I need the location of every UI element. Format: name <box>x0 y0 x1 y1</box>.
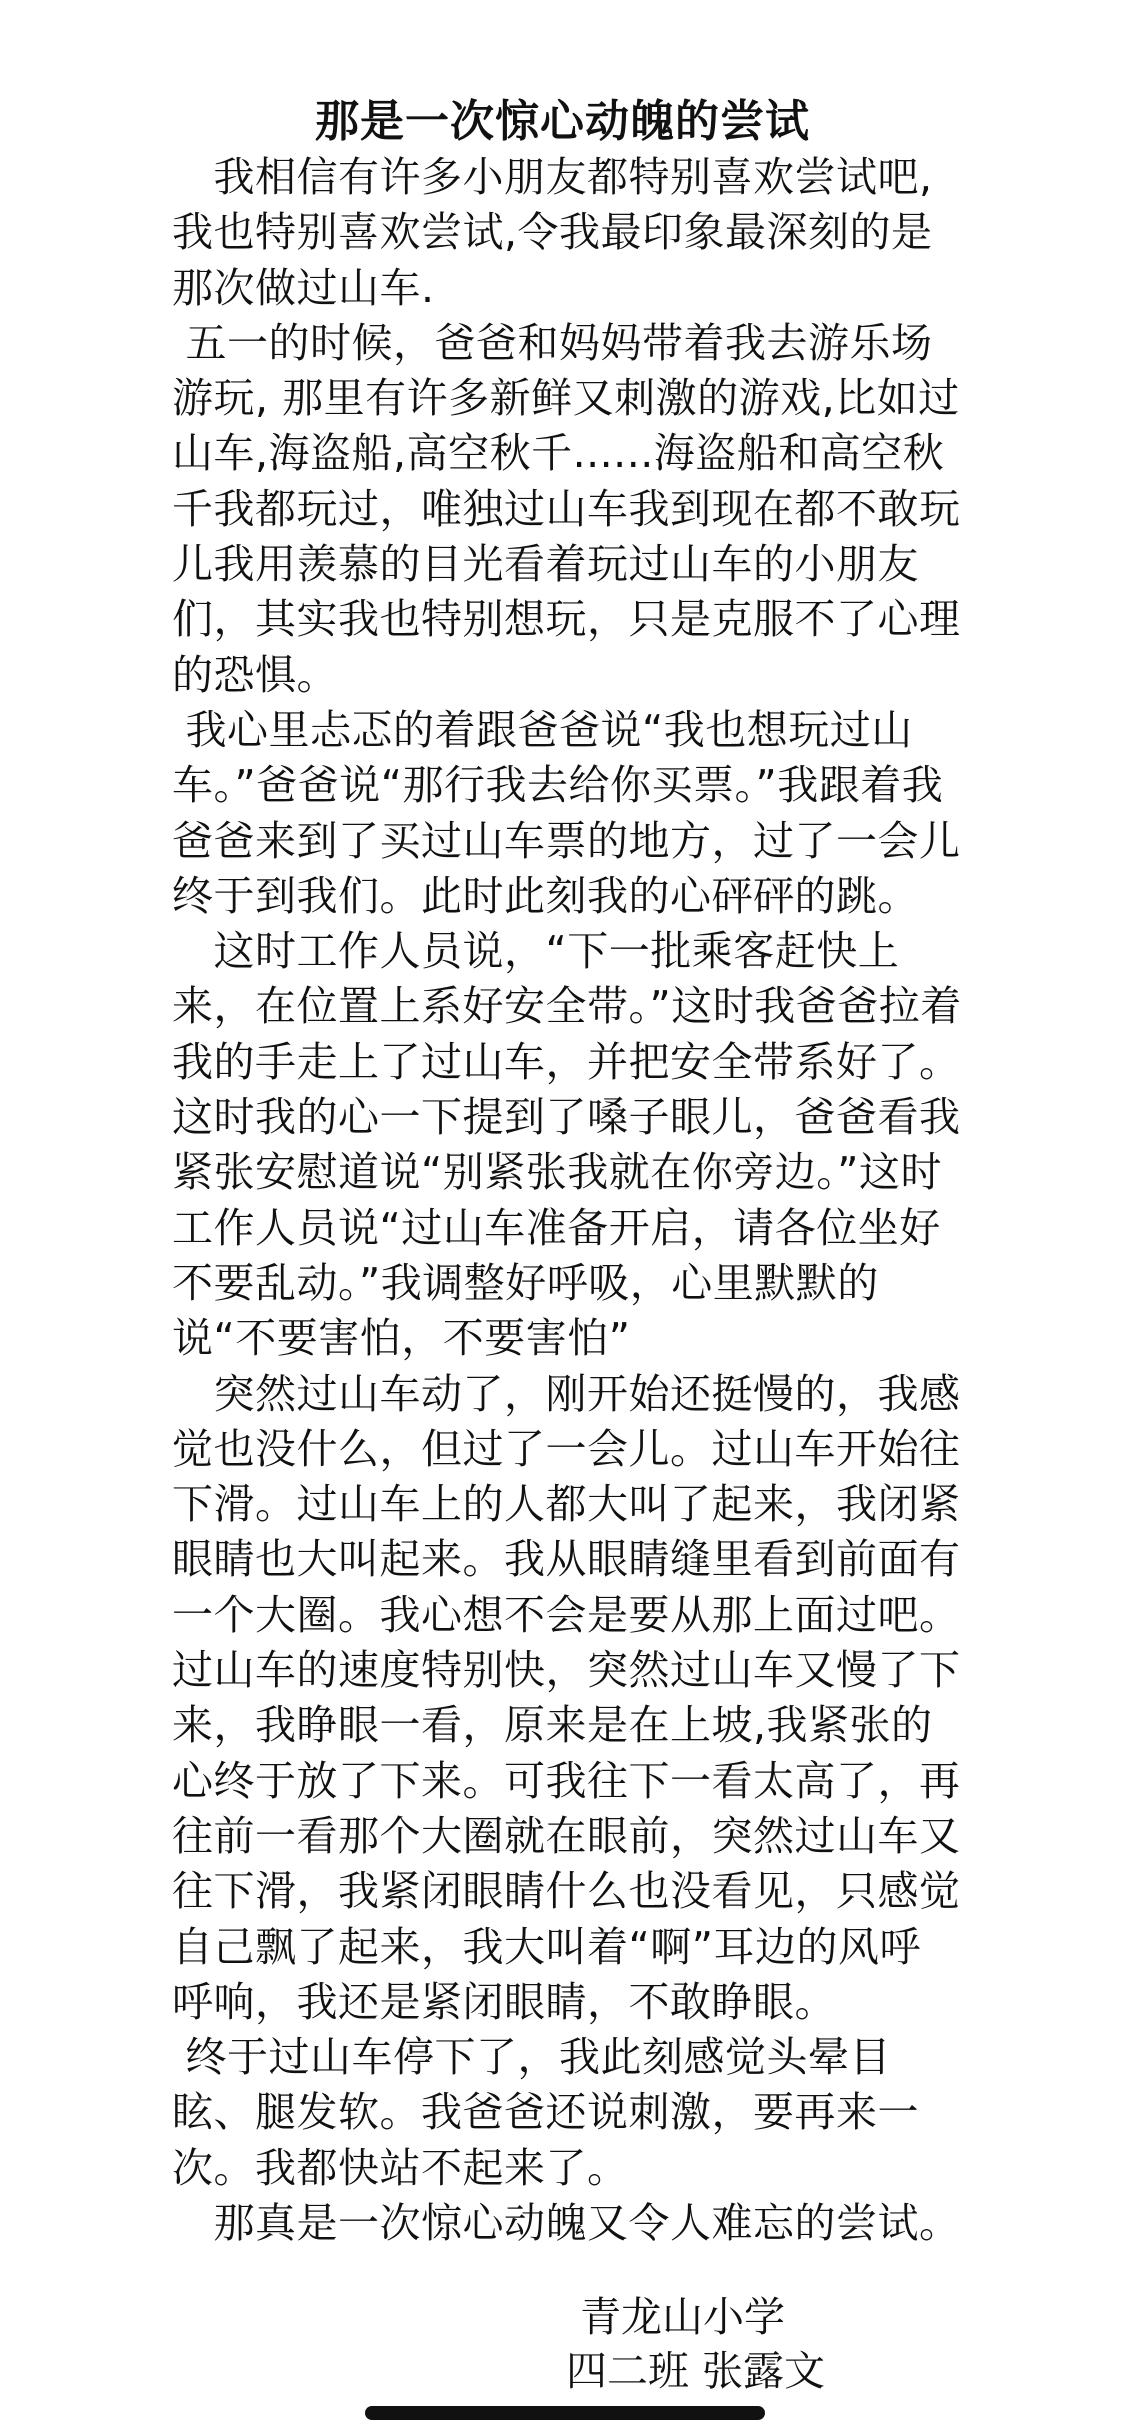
paragraph-2: 五一的时候，爸爸和妈妈带着我去游乐场游玩, 那里有许多新鲜又刺激的游戏,比如过山车,海盗船,高空秋千......海盗船和高空秋千我都玩过，唯独过山车我到现在都不敢玩儿我用羡慕的目光看着玩过山车的小朋友们，其实我也特别想玩，只是克服不了心理的恐惧。 <box>172 318 961 699</box>
paragraph-4: 这时工作人员说，“下一批乘客赶快上来，在位置上系好安全带。”这时我爸爸拉着我的手走上了过山车，并把安全带系好了。这时我的心一下提到了嗓子眼儿，爸爸看我紧张安慰道说“别紧张我就在你旁边。”这时工作人员说“过山车准备开启，请各位坐好不要乱动。”我调整好呼吸，心里默默的说“不要害怕，不要害怕” <box>172 927 962 1363</box>
paragraph-1: 我相信有许多小朋友都特别喜欢尝试吧,我也特别喜欢尝试,令我最印象最深刻的是那次做过山车. <box>172 153 933 312</box>
paragraph-3: 我心里忐忑的着跟爸爸说“我也想玩过山车。”爸爸说“那行我去给你买票。”我跟着我爸爸来到了买过山车票的地方，过了一会儿终于到我们。此时此刻我的心砰砰的跳。 <box>172 705 961 920</box>
signature-class-name: 四二班 张露文 <box>566 2347 826 2395</box>
signature-school: 青龙山小学 <box>580 2293 785 2341</box>
home-indicator[interactable] <box>365 2406 765 2420</box>
paragraph-5: 突然过山车动了，刚开始还挺慢的，我感觉也没什么，但过了一会儿。过山车开始往下滑。过山车上的人都大叫了起来，我闭紧眼睛也大叫起来。我从眼睛缝里看到前面有一个大圈。我心想不会是要从那上面过吧。过山车的速度特别快，突然过山车又慢了下来，我睁眼一看，原来是在上坡,我紧张的心终于放了下来。可我往下一看太高了，再往前一看那个大圈就在眼前，突然过山车又往下滑，我紧闭眼睛什么也没看见，只感觉自己飘了起来，我大叫着“啊”耳边的风呼呼响，我还是紧闭眼睛，不敢睁眼。 <box>172 1369 961 2026</box>
essay-title: 那是一次惊心动魄的尝试 <box>315 96 810 147</box>
paragraph-6: 终于过山车停下了，我此刻感觉头晕目眩、腿发软。我爸爸还说刺激，要再来一次。我都快站不起来了。 <box>172 2033 919 2192</box>
paragraph-7: 那真是一次惊心动魄又令人难忘的尝试。 <box>172 2198 961 2247</box>
essay-body <box>172 150 962 2251</box>
